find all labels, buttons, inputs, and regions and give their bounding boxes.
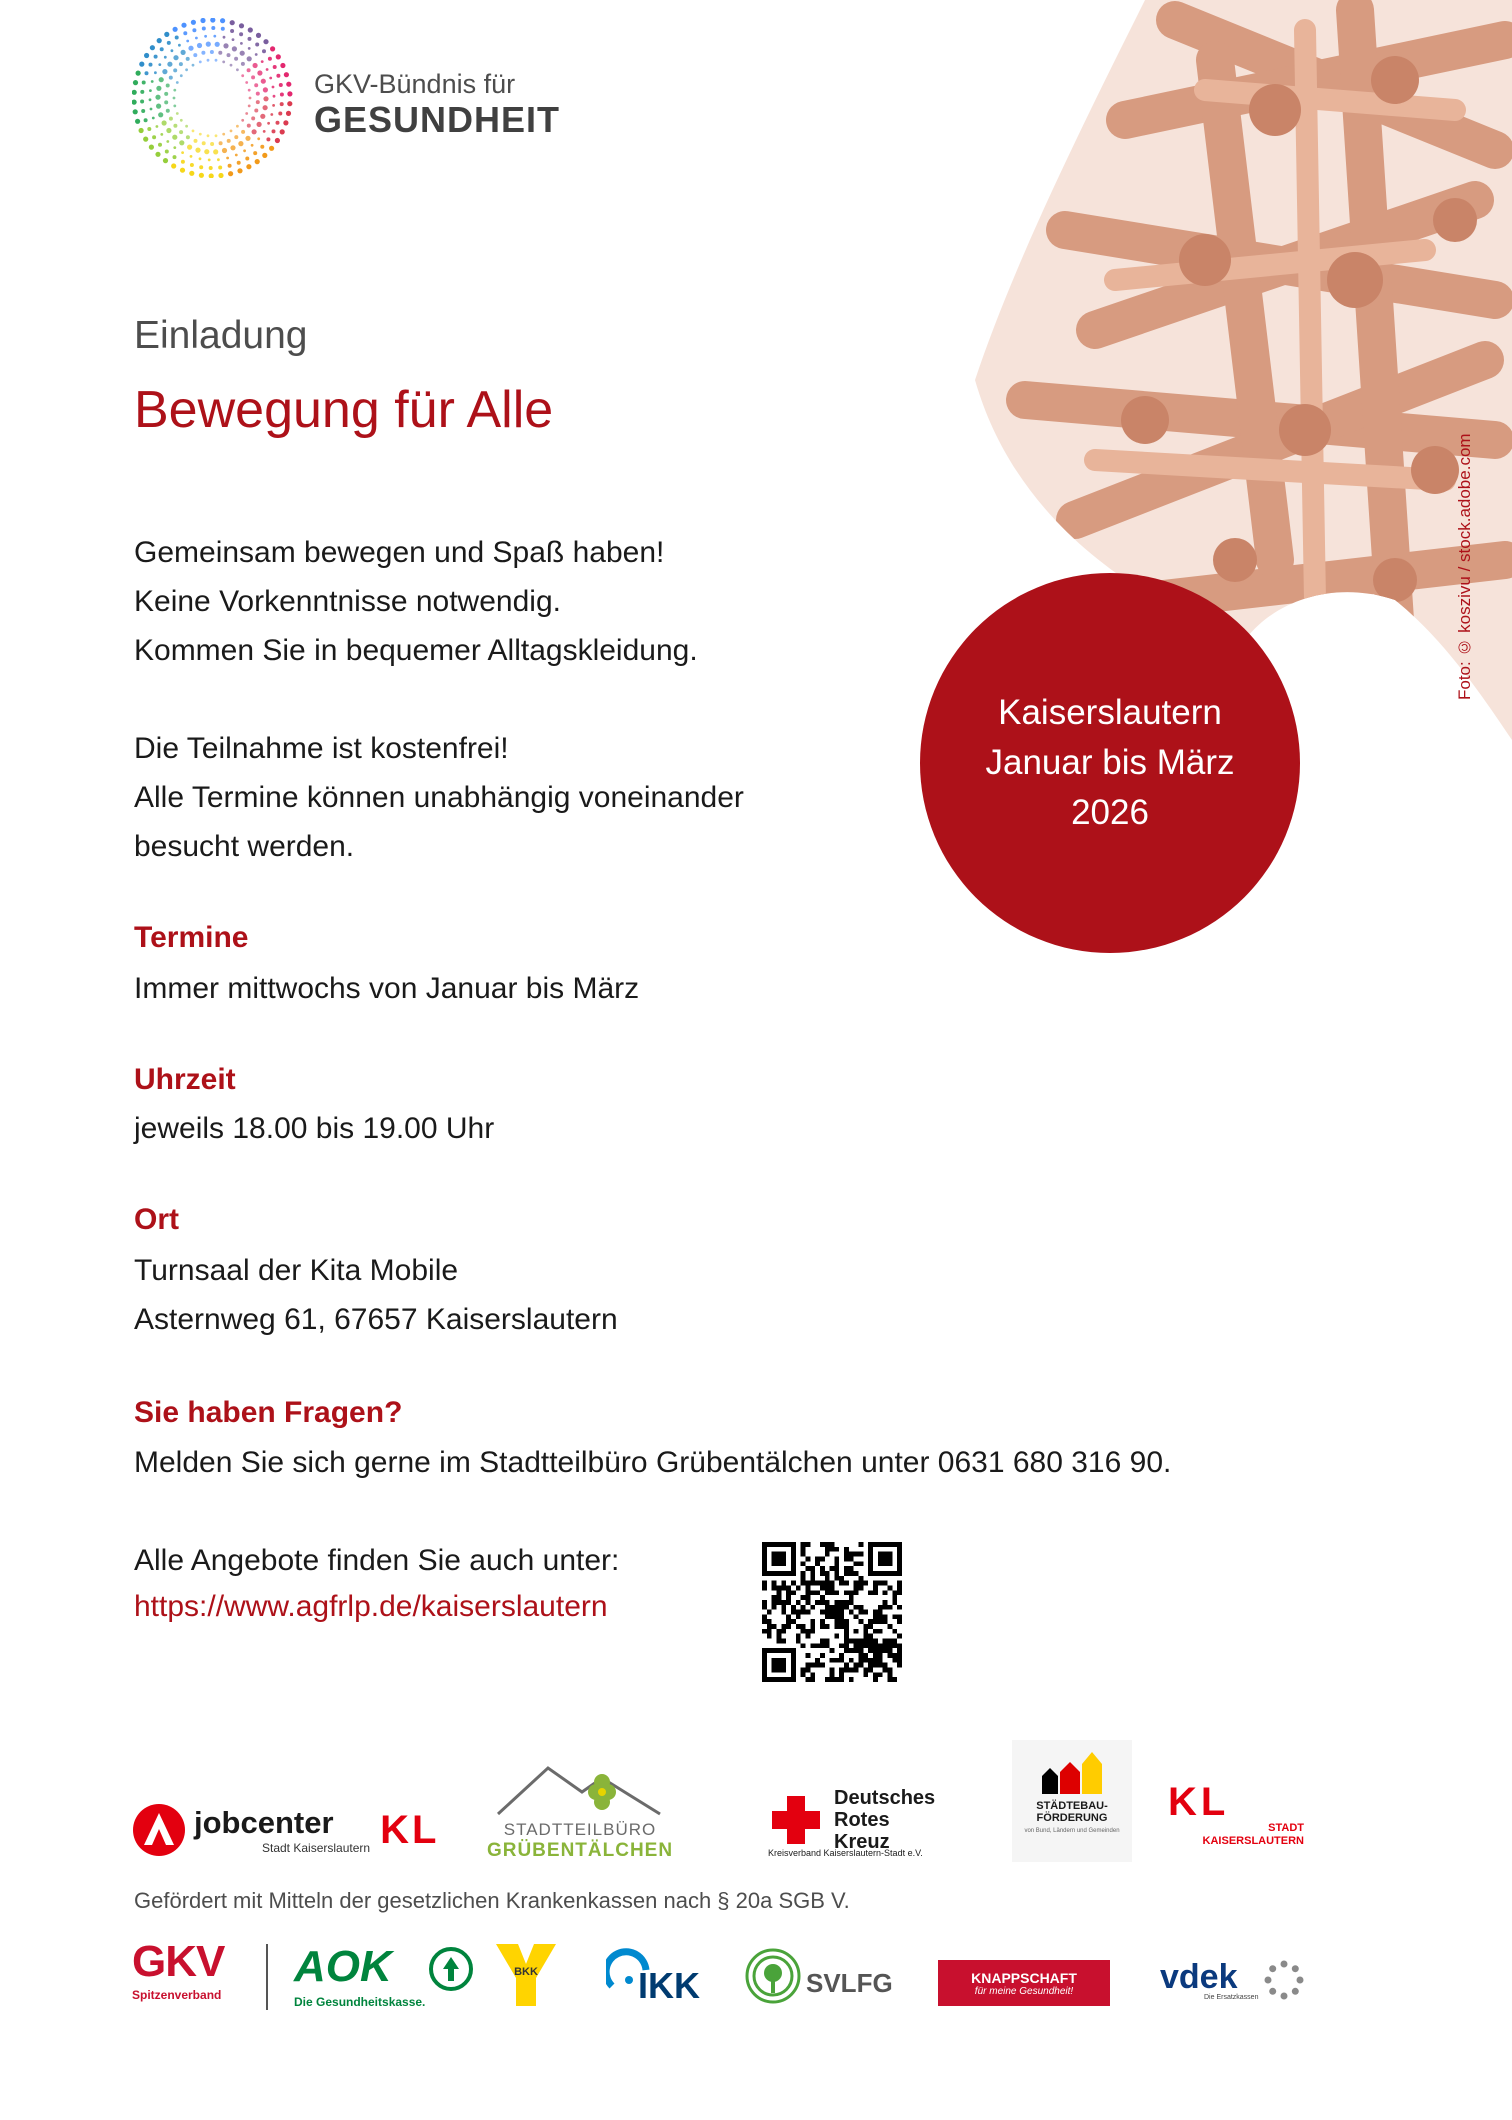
stadtteilbuero-line1: STADTTEILBÜRO (503, 1820, 657, 1839)
participation-line: Alle Termine können unabhängig voneinander (134, 781, 744, 814)
staedtebau-line2: FÖRDERUNG (1036, 1812, 1108, 1824)
jobcenter-sub: Stadt Kaiserslautern (262, 1840, 371, 1855)
drk-logo (768, 1780, 935, 1860)
vdek-logo (1160, 1950, 1306, 2010)
badge-city: Kaiserslautern (998, 693, 1222, 732)
aok-logo (294, 1942, 473, 2012)
knappschaft-sub: für meine Gesundheit! (974, 1985, 1074, 1997)
photo-credit: Foto: © koszivu / stock.adobe.com (1455, 433, 1474, 700)
termine-text: Immer mittwochs von Januar bis März (134, 972, 640, 1005)
participation-line: Die Teilnahme ist kostenfrei! (134, 732, 509, 765)
qr-code[interactable] (762, 1542, 902, 1682)
stadt-kl-logo (1168, 1782, 1304, 1852)
red-cross-icon (768, 1792, 824, 1848)
knappschaft-logo (938, 1960, 1110, 2006)
drk-line1: Deutsches (834, 1787, 936, 1809)
ikk-logo (606, 1944, 700, 2008)
vdek-sub: Die Ersatzkassen (1204, 1993, 1259, 2001)
jobcenter-kl: KL (380, 1807, 440, 1852)
funding-note: Gefördert mit Mitteln der gesetzlichen Krankenkassen nach § 20a SGB V. (134, 1888, 850, 1913)
intro-line: Kommen Sie in bequemer Alltagskleidung. (134, 634, 698, 667)
house-flower-icon (490, 1762, 670, 1820)
vdek-name: vdek (1160, 1957, 1238, 1996)
aok-sub: Die Gesundheitskasse. (294, 1995, 426, 2009)
participation-text (134, 724, 744, 871)
knappschaft-name: KNAPPSCHAFT (971, 1969, 1077, 1986)
svlfg-logo (744, 1946, 893, 2006)
aok-name: AOK (294, 1942, 392, 1991)
participation-line: besucht werden. (134, 830, 355, 863)
uhrzeit-text: jeweils 18.00 bis 19.00 Uhr (134, 1112, 495, 1145)
badge-period: Januar bis März (985, 743, 1235, 782)
bkk-logo (496, 1944, 556, 2006)
gkv-name: GKV (132, 1937, 225, 1986)
gkv-buendnis-logo (132, 18, 592, 178)
uhrzeit-heading: Uhrzeit (134, 1063, 236, 1096)
stadt-kl-mark: KL (1168, 1780, 1230, 1824)
badge-year: 2026 (1071, 793, 1149, 832)
drk-line3: Kreuz (834, 1831, 890, 1853)
drk-sub: Kreisverband Kaiserslautern-Stadt e.V. (768, 1848, 923, 1858)
intro-line: Keine Vorkenntnisse notwendig. (134, 585, 561, 618)
jobcenter-logo (132, 1800, 439, 1860)
vdek-dots-icon (1262, 1958, 1306, 2002)
gkv-spitzenverband-logo (132, 1937, 225, 2010)
brand-line1: GKV-Bündnis für (314, 69, 516, 99)
staedtebau-sub: von Bund, Ländern und Gemeinden (1024, 1828, 1120, 1834)
dotted-ring-icon (132, 18, 302, 178)
staedtebaufoerderung-logo (1012, 1740, 1132, 1862)
svlfg-tree-icon (744, 1947, 802, 2005)
ikk-name: IKK (638, 1965, 700, 2006)
brand-name (314, 68, 560, 140)
svlfg-name: SVLFG (806, 1967, 893, 1998)
intro-line: Gemeinsam bewegen und Spaß haben! (134, 536, 665, 569)
aok-tree-icon (429, 1947, 473, 1991)
jobcenter-name: jobcenter (194, 1804, 334, 1840)
stadtteilbuero-logo (486, 1762, 674, 1862)
termine-heading: Termine (134, 921, 249, 954)
intro-text (134, 528, 698, 675)
stadt-kl-line2: KAISERSLAUTERN (1202, 1835, 1304, 1847)
event-badge (920, 573, 1300, 953)
angebote-text: Alle Angebote finden Sie auch unter: (134, 1544, 620, 1577)
angebote-link[interactable]: https://www.agfrlp.de/kaiserslautern (134, 1590, 608, 1623)
fragen-text: Melden Sie sich gerne im Stadtteilbüro Grübentälchen unter 0631 680 316 90. (134, 1446, 1172, 1479)
stadtteilbuero-line2: GRÜBENTÄLCHEN (486, 1840, 674, 1861)
logo-divider (266, 1944, 268, 2010)
eyebrow: Einladung (134, 314, 308, 357)
ort-venue: Turnsaal der Kita Mobile (134, 1254, 459, 1287)
fragen-heading: Sie haben Fragen? (134, 1396, 403, 1429)
jobcenter-icon (132, 1803, 186, 1857)
ort-address: Asternweg 61, 67657 Kaiserslautern (134, 1303, 618, 1336)
bkk-name: BKK (514, 1966, 538, 1978)
staedtebau-line1: STÄDTEBAU- (1036, 1800, 1108, 1812)
ort-text (134, 1246, 618, 1344)
stadt-kl-line1: STADT (1268, 1822, 1304, 1834)
drk-line2: Rotes (834, 1809, 890, 1831)
houses-icon (1032, 1746, 1112, 1796)
ort-heading: Ort (134, 1203, 179, 1236)
page-title: Bewegung für Alle (134, 381, 554, 439)
brand-line2: GESUNDHEIT (314, 99, 561, 140)
gkv-sub: Spitzenverband (132, 1988, 222, 2002)
